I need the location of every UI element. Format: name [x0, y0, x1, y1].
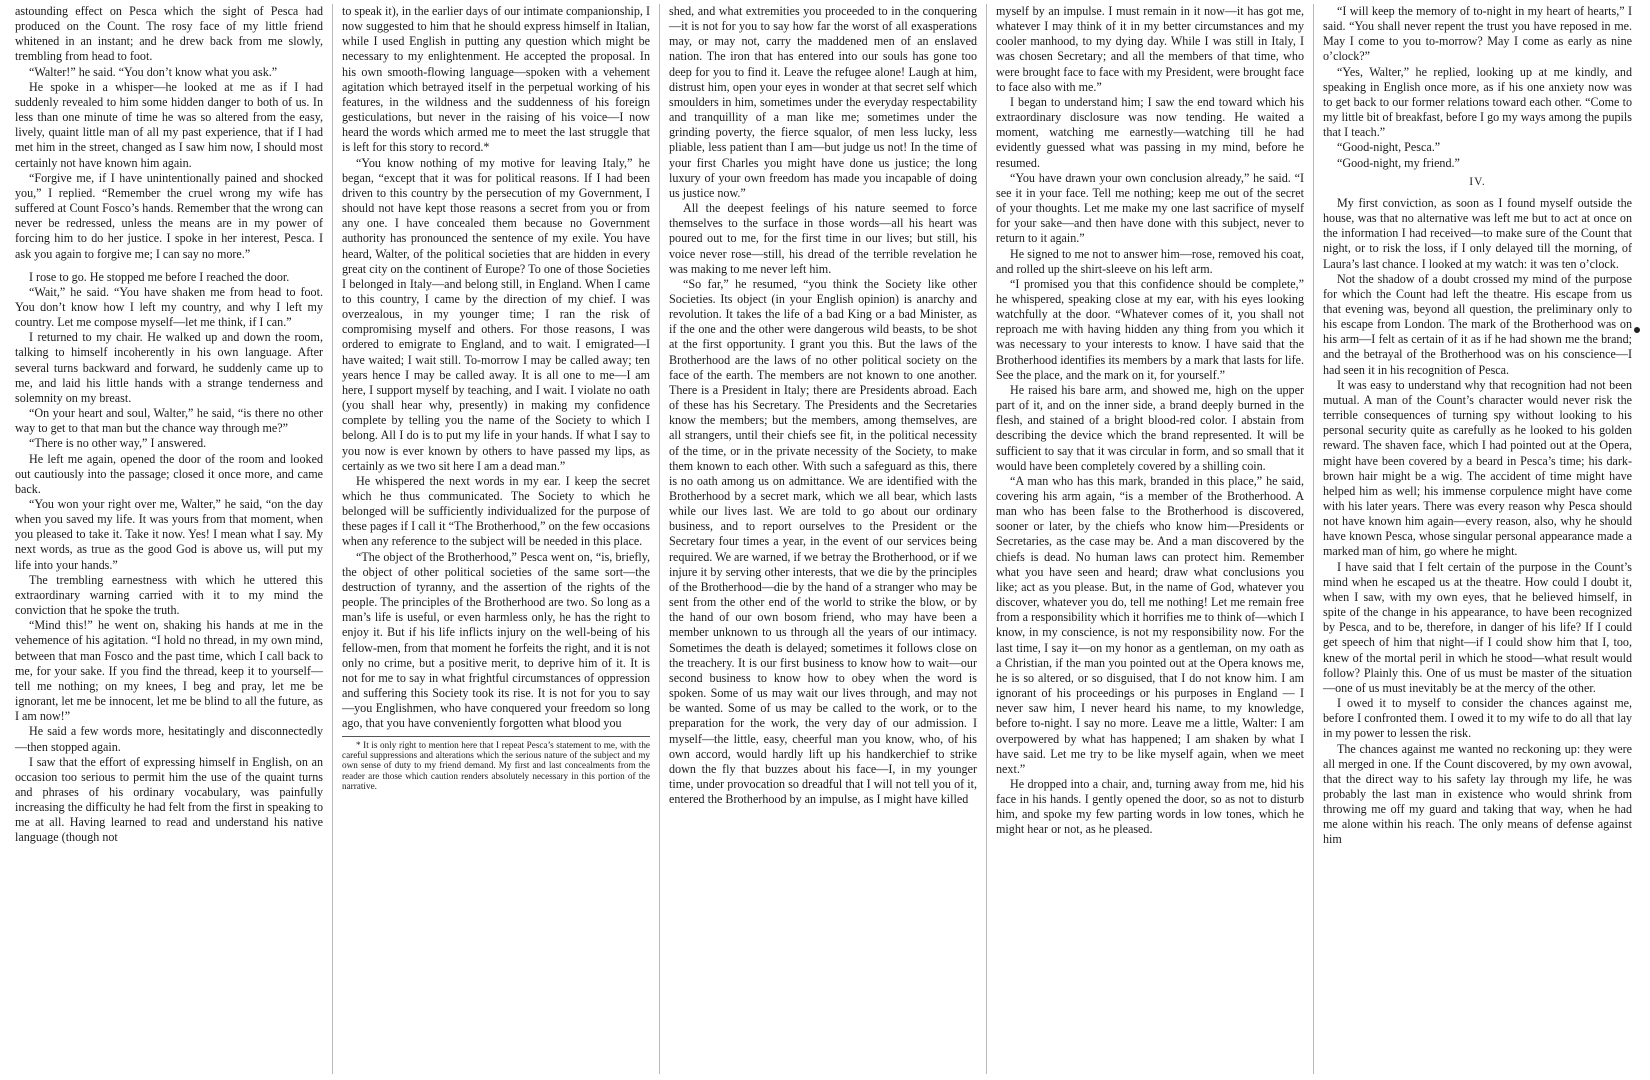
column-1 [6, 4, 333, 1074]
paragraph: “Forgive me, if I have unintentionally pained and shocked you,” I replied. “Remember the cruel wrong my wife has suffered at Count Fosco’s hands. Remember that the wrong can never be redressed, unless the means are in my power of forcing him to do her justice. I spoke in her interest, Pesca. I ask you again to forgive me; I can say no more.” [15, 170, 323, 261]
newspaper-page [6, 4, 1642, 1074]
footnote-divider [342, 736, 650, 737]
column-3 [660, 4, 987, 1074]
paragraph: “So far,” he resumed, “you think the Society like other Societies. Its object (in your English opinion) is anarchy and revolution. It takes the life of a bad King or a bad Minister, as if the one and the other were dangerous wild beasts, to be shot at the first opportunity. I grant you this. But the laws of the Brotherhood are the laws of no other political society on the face of the earth. The members are not known to one another. There is a President in Italy; there are Presidents abroad. Each of these has his Secretary. The Presidents and the Secretaries know the members; but the members, among themselves, are all strangers, until their chiefs see fit, in the political necessity of the time, or in the private necessity of the Society, to make them known to each other. With such a safeguard as this, there is no oath among us on admittance. We are identified with the Brotherhood by a secret mark, which we all bear, which lasts while our lives last. We are told to go about our ordinary business, and to report ourselves to the President or the Secretary four times a year, in the event of our services being required. We are warned, if we betray the Brotherhood, or if we injure it by serving other interests, that we die by the principles of the Brotherhood—die by the hand of a stranger who may be sent from the other end of the world to strike the blow, or by the hand of our own bosom friend, who may have been a member unknown to us through all the years of our intimacy. Sometimes the death is delayed; sometimes it follows close on the treachery. It is our first business to know how to wait—our second business to know how to obey when the word is spoken. Some of us may wait our lives through, and may not be wanted. Some of us may be called to the work, or to the preparation for the work, the very day of our admission. I myself—the little, easy, cheerful man you know, who, of his own accord, would hardly lift up his handkerchief to strike down the fly that buzzes about his face—I, in my younger time, under provocation so dreadful that I will not tell you of it, entered the Brotherhood by an impulse, as I might have killed [669, 276, 977, 807]
column-2 [333, 4, 660, 1074]
paragraph: He dropped into a chair, and, turning away from me, hid his face in his hands. I gently opened the door, so as not to disturb him, and spoke my few parting words in low tones, which he might hear or not, as he pleased. [996, 776, 1304, 837]
paragraph: “You have drawn your own conclusion already,” he said. “I see it in your face. Tell me nothing; keep me out of the secret of your thoughts. Let me make my one last sacrifice of myself for your sake—and then have done with this subject, never to return to it again.” [996, 170, 1304, 246]
paragraph: “Wait,” he said. “You have shaken me from head to foot. You don’t know how I left my country, and why I left my country. Let me compose myself—let me think, if I can.” [15, 284, 323, 330]
paragraph: He raised his bare arm, and showed me, high on the upper part of it, and on the inner side, a brand deeply burned in the flesh, and stained of a bright blood-red color. I abstain from describing the device which the brand represented. It will be sufficient to say that it was circular in form, and so small that it would have been completely covered by a shilling coin. [996, 382, 1304, 473]
page-mark [1634, 327, 1640, 333]
paragraph: The trembling earnestness with which he uttered this extraordinary warning carried with it to my mind the conviction that he spoke the truth. [15, 572, 323, 618]
paragraph: I began to understand him; I saw the end toward which his extraordinary disclosure was now tending. He waited a moment, watching me earnestly—watching till he had evidently guessed what was passing in my mind, before he resumed. [996, 94, 1304, 170]
paragraph: He spoke in a whisper—he looked at me as if I had suddenly revealed to him some hidden danger to both of us. In less than one minute of time he was so altered from the easy, lively, quaint little man of all my past experience, that if I had met him in the street, changed as I saw him now, I should most certainly not have known him again. [15, 79, 323, 170]
paragraph: “On your heart and soul, Walter,” he said, “is there no other way to get to that man but the chance way through me?” [15, 406, 323, 436]
column-5 [1314, 4, 1641, 1074]
paragraph: “You won your right over me, Walter,” he said, “on the day when you saved my life. It was yours from that moment, when you pleased to take it. Take it now. Yes! I mean what I say. My next words, as true as the good God is above us, will put my life into your hands.” [15, 497, 323, 572]
paragraph: myself by an impulse. I must remain in it now—it has got me, whatever I may think of it in my better circumstances and my cooler manhood, to my dying day. While I was still in Italy, I was chosen Secretary; and all the members of that time, who were brought face to face with my President, were brought face to face also with me.” [996, 4, 1304, 94]
paragraph: It was easy to understand why that recognition had not been mutual. A man of the Count’s character would never risk the terrible consequences of turning spy without looking to his personal security quite as carefully as he looked to his golden reward. The shaven face, which I had pointed out at the Opera, might have been covered by a beard in Pesca’s time; his dark-brown hair might be a wig. The accident of time might have helped him as well; his immense corpulence might have come with his later years. There was every reason why Pesca should not have known him again—every reason, also, why he should have known Pesca, whose singular personal appearance made a marked man of him, go where he might. [1323, 377, 1632, 559]
paragraph: He signed to me not to answer him—rose, removed his coat, and rolled up the shirt-sleeve on his left arm. [996, 246, 1304, 276]
paragraph: “Yes, Walter,” he replied, looking up at me kindly, and speaking in English once more, as if his one anxiety now was to get back to our former relations toward each other. “Come to my little bit of breakfast, before I go my ways among the pupils that I teach.” [1323, 64, 1632, 140]
paragraph: The chances against me wanted no reckoning up: they were all merged in one. If the Count discovered, by my own avowal, that the direct way to his safety lay through my life, he was probably the last man in existence who would shrink from throwing me off my guard and taking that way, when he had me alone within his reach. The only means of defense against him [1323, 741, 1632, 847]
paragraph: to speak it), in the earlier days of our intimate companionship, I now suggested to him that he should express himself in Italian, while I used English in putting any question which might be necessary to my enlightenment. He accepted the proposal. In his own smooth-flowing language—spoken with a vehement agitation which betrayed itself in the perpetual working of his features, in the wildness and the suddenness of his foreign gesticulations, but never in the raising of his voice—I now heard the words which armed me to meet the last struggle that is left for this story to record.* [342, 4, 650, 155]
paragraph: All the deepest feelings of his nature seemed to force themselves to the surface in those words—all his heart was poured out to me, for the first time in our lives; but still, his voice never rose—still, his dread of the terrible revelation he was making to me never left him. [669, 201, 977, 276]
paragraph: “I promised you that this confidence should be complete,” he whispered, speaking close at my ear, with his eyes looking watchfully at the door. “Whatever comes of it, you shall not reproach me with having hidden any thing from you which it was necessary to your interests to know. I have said that the Brotherhood identifies its members by a mark that lasts for life. See the place, and the mark on it, for yourself.” [996, 276, 1304, 382]
paragraph: “I will keep the memory of to-night in my heart of hearts,” I said. “You shall never repent the trust you have reposed in me. May I come to you to-morrow? May I come as early as nine o’clock?” [1323, 4, 1632, 64]
paragraph: He left me again, opened the door of the room and looked out cautiously into the passage; closed it once more, and came back. [15, 451, 323, 496]
paragraph: My first conviction, as soon as I found myself outside the house, was that no alternative was left me but to act at once on the information I had received—to make sure of the Count that night, or to risk the loss, if I only delayed till the morning, of Laura’s last chance. I looked at my watch: it was ten o’clock. [1323, 195, 1632, 271]
column-4 [987, 4, 1314, 1074]
footnote: * It is only right to mention here that I repeat Pesca’s statement to me, with the careful suppressions and alterations which the serious nature of the subject and my own sense of duty to my friend demand. My first and last concealments from the reader are those which caution renders absolutely necessary in this portion of the narrative. [342, 739, 650, 792]
paragraph: “Mind this!” he went on, shaking his hands at me in the vehemence of his agitation. “I hold no thread, in my own mind, between that man Fosco and the past time, which I call back to me, for your sake. If you find the thread, keep it to yourself—tell me nothing; on my knees, I beg and pray, let me be ignorant, let me be innocent, let me be blind to all the future, as I am now!” [15, 618, 323, 724]
paragraph: “Good-night, Pesca.” [1337, 140, 1441, 155]
paragraph: He said a few words more, hesitatingly and disconnectedly—then stopped again. [15, 724, 323, 754]
paragraph: “Good-night, my friend.” [1337, 155, 1460, 170]
paragraph: I owed it to myself to consider the chances against me, before I confronted them. I owed it to my wife to do all that lay in my power to lessen the risk. [1323, 696, 1632, 741]
section-heading: IV. [1469, 175, 1486, 188]
paragraph: I saw that the effort of expressing himself in English, on an occasion too serious to permit him the use of the quaint turns and phrases of his ordinary vocabulary, was painfully increasing the difficulty he had felt from the first in speaking to me at all. Having learned to read and understand his native language (though not [15, 754, 323, 845]
paragraph: “The object of the Brotherhood,” Pesca went on, “is, briefly, the object of other political societies of the same sort—the destruction of tyranny, and the assertion of the rights of the people. The principles of the Brotherhood are two. So long as a man’s life is useful, or even harmless only, he has the right to enjoy it. But if his life inflicts injury on the well-being of his fellow-men, from that moment he forfeits the right, and it is not only no crime, but a positive merit, to deprive him of it. It is not for me to say in what frightful circumstances of oppression and suffering this Society took its rise. It is not for you to say—you Englishmen, who have conquered your freedom so long ago, that you have conveniently forgotten what blood you [342, 549, 650, 731]
paragraph: “A man who has this mark, branded in this place,” he said, covering his arm again, “is a member of the Brotherhood. A man who has been false to the Brotherhood is discovered, sooner or later, by the chiefs who know him—Presidents or Secretaries, as the case may be. And a man discovered by the chiefs is dead. No human laws can protect him. Remember what you have seen and heard; draw what conclusions you like; act as you please. But, in the name of God, whatever you discover, whatever you do, tell me nothing! Let me remain free from a responsibility which it horrifies me to think of—which I know, in my conscience, is not my responsibility now. For the last time, I say it—on my honor as a gentleman, on my oath as a Christian, if the man you pointed out at the Opera knows me, he is so altered, or so disguised, that I do not know him. I am ignorant of his proceedings or his purposes in England — I never saw him, I never heard his name, to my knowledge, before to-night. I say no more. Leave me a little, Walter: I am overpowered by what has happened; I am shaken by what I have said. Let me try to be like myself again, when we meet next.” [996, 473, 1304, 776]
paragraph: shed, and what extremities you proceeded to in the conquering—it is not for you to say how far the worst of all exasperations may, or may not, carry the maddened men of an enslaved nation. The iron that has entered into our souls has gone too deep for you to find it. Leave the refugee alone! Laugh at him, distrust him, open your eyes in wonder at that secret self which smoulders in him, sometimes under the everyday respectability and tranquillity of a man like me; sometimes under the grinding poverty, the fierce squalor, of men less lucky, less pliable, less patient than I am—but judge us not! In the time of your first Charles you might have done us justice; the long luxury of your own freedom has made you incapable of doing us justice now.” [669, 4, 977, 200]
paragraph: I rose to go. He stopped me before I reached the door. [29, 269, 290, 284]
paragraph: I returned to my chair. He walked up and down the room, talking to himself incoherently in his own language. After several turns backward and forward, he suddenly came up to me, and laid his little hands with a strange tenderness and solemnity on my breast. [15, 330, 323, 405]
paragraph: Not the shadow of a doubt crossed my mind of the purpose for which the Count had left the theatre. His escape from us that evening was, beyond all question, the preliminary only to his escape from London. The mark of the Brotherhood was on his arm—I felt as certain of it as if he had shown me the brand; and the betrayal of the Brotherhood was on his conscience—I had seen it in his recognition of Pesca. [1323, 271, 1632, 377]
paragraph: “Walter!” he said. “You don’t know what you ask.” [29, 64, 278, 79]
paragraph: “You know nothing of my motive for leaving Italy,” he began, “except that it was for political reasons. If I had been driven to this country by the persecution of my Government, I should not have kept those reasons a secret from you or from any one. I have concealed them because no Government authority has pronounced the sentence of my exile. You have heard, Walter, of the political societies that are hidden in every great city on the continent of Europe? To one of those Societies I belonged in Italy—and belong still, in England. When I came to this country, I came by the direction of my chief. I was overzealous, in my younger time; I ran the risk of compromising myself and others. For those reasons, I was ordered to emigrate to England, and to wait. I emigrated—I have waited; I wait still. To-morrow I may be called away; ten years hence I may be called away. It is all one to me—I am here, I support myself by teaching, and I wait. I violate no oath (you shall hear why, presently) in making my confidence complete by telling you the name of the Society to which I belong. All I do is to put my life in your hands. If what I say to you now is ever known by others to have passed my lips, as certainly as we two sit here I am a dead man.” [342, 155, 650, 473]
paragraph: “There is no other way,” I answered. [29, 436, 207, 451]
paragraph: astounding effect on Pesca which the sight of Pesca had produced on the Count. The rosy face of my little friend whitened in an instant; and he drew back from me slowly, trembling from head to foot. [15, 4, 323, 64]
paragraph: He whispered the next words in my ear. I keep the secret which he thus communicated. The Society to which he belonged will be sufficiently individualized for the purpose of these pages if I call it “The Brotherhood,” on the few occasions when any reference to the subject will be needed in this place. [342, 473, 650, 549]
paragraph: I have said that I felt certain of the purpose in the Count’s mind when he escaped us at the theatre. How could I doubt it, when I saw, with my own eyes, that he believed himself, in spite of the change in his appearance, to have been recognized by Pesca, and to be, therefore, in danger of his life? If I could get speech of him that night—if I could show him that I, too, knew of the mortal peril in which he stood—what result would follow? Plainly this. One of us must be master of the situation—one of us must inevitably be at the mercy of the other. [1323, 559, 1632, 695]
